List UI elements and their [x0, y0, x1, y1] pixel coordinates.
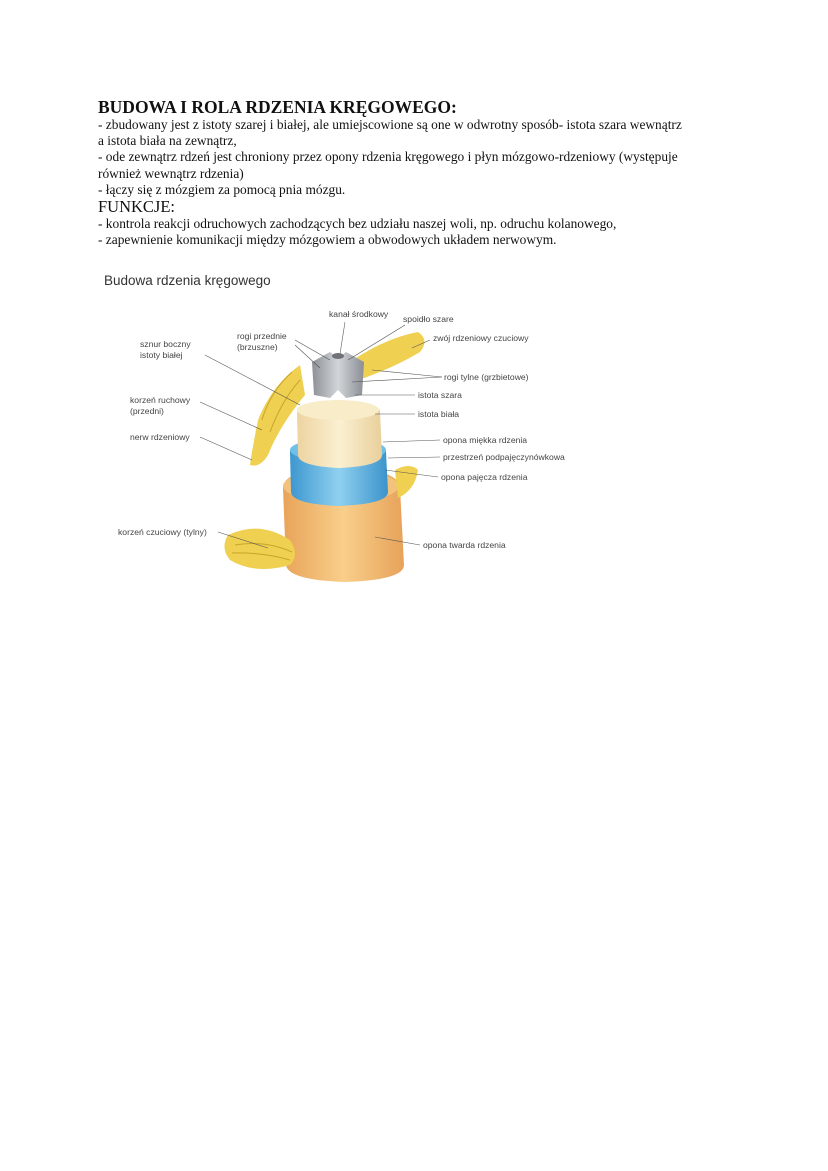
label-kanal: kanał środkowy — [329, 309, 389, 319]
white-matter — [297, 400, 382, 468]
label-sznur-2: istoty białej — [140, 350, 183, 360]
label-spoidlo: spoidło szare — [403, 314, 454, 324]
label-korzen-czuciowy: korzeń czuciowy (tylny) — [118, 527, 207, 537]
label-opona-twarda: opona twarda rdzenia — [423, 540, 506, 550]
text-line: a istota biała na zewnątrz, — [98, 133, 237, 149]
label-zwoj: zwój rdzeniowy czuciowy — [433, 333, 529, 343]
label-przestrzen: przestrzeń podpajęczynówkowa — [443, 452, 565, 462]
label-rogi-przednie: rogi przednie — [237, 331, 287, 341]
label-istota-szara: istota szara — [418, 390, 462, 400]
label-istota-biala: istota biała — [418, 409, 460, 419]
label-sznur: sznur boczny — [140, 339, 191, 349]
text-line: również wewnątrz rdzenia) — [98, 165, 244, 181]
label-opona-miekka: opona miękka rdzenia — [443, 435, 528, 445]
section-heading: FUNKCJE: — [98, 197, 176, 217]
spinal-cord-diagram — [95, 265, 595, 585]
label-korzen-ruchowy: korzeń ruchowy — [130, 395, 191, 405]
label-opona-pajecza: opona pajęcza rdzenia — [441, 472, 528, 482]
label-rogi-przednie-2: (brzuszne) — [237, 342, 278, 352]
text-line: - zbudowany jest z istoty szarej i białej, ale umiejscowione są one w odwrotny sposób- istota szara wewnątrz — [98, 117, 682, 132]
label-nerw: nerw rdzeniowy — [130, 432, 190, 442]
label-korzen-ruchowy-2: (przedni) — [130, 406, 164, 416]
function-line: - zapewnienie komunikacji między mózgowiem a obwodowych układem nerwowym. — [98, 232, 557, 248]
function-line: - kontrola reakcji odruchowych zachodzących bez udziału naszej woli, np. odruchu kolanowego, — [98, 216, 617, 232]
grey-matter — [312, 352, 364, 398]
label-rogi-tylne: rogi tylne (grzbietowe) — [444, 372, 529, 382]
text-line: - łączy się z mózgiem za pomocą pnia mózgu. — [98, 181, 346, 197]
figure-title: Budowa rdzenia kręgowego — [104, 273, 271, 288]
text-block — [98, 97, 738, 248]
text-line: - ode zewnątrz rdzeń jest chroniony przez opony rdzenia kręgowego i płyn mózgowo-rdzeniowy (występuje — [98, 149, 678, 165]
document-title: BUDOWA I ROLA RDZENIA KRĘGOWEGO: — [98, 97, 457, 117]
